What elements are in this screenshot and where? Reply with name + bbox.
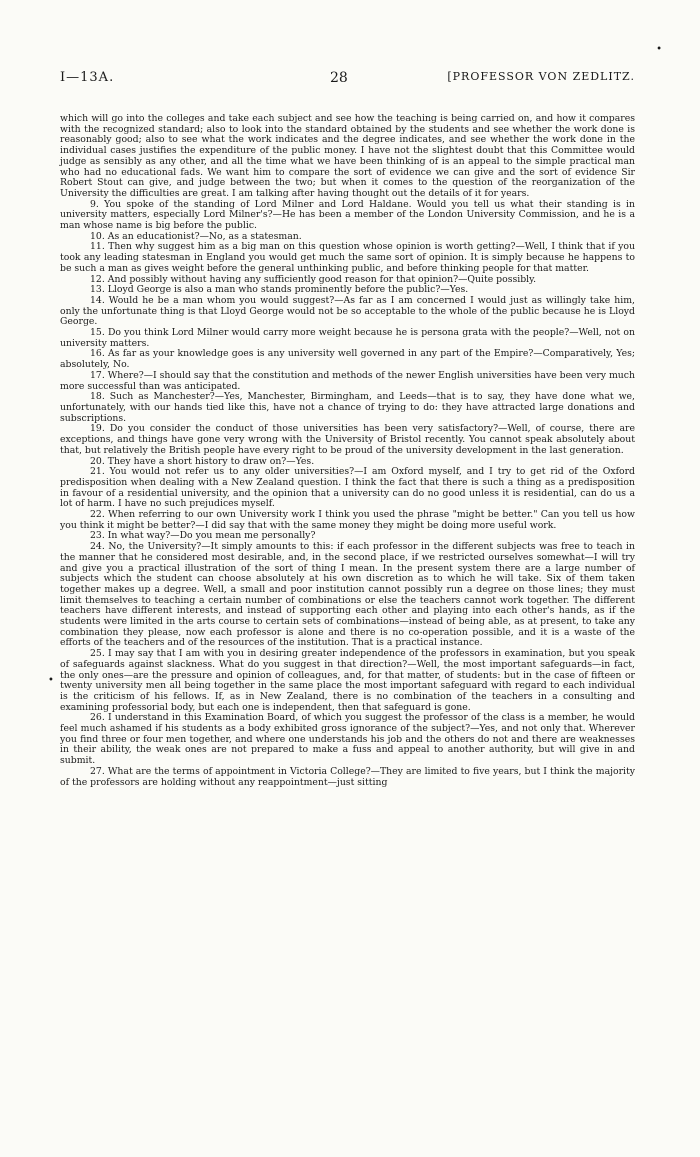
paragraph: 14. Would he be a man whom you would suggest?—As far as I am concerned I would just as willingly take him, only the unfortunate thing is that Lloyd George would not be so acceptable to the whole of the public because he is Lloyd George.: [60, 294, 635, 328]
paragraph: 25. I may say that I am with you in desiring greater independence of the professors in examination, but you speak of safeguards against slackness. What do you suggest in that direction?—Well, the most important safeguards—in fact, the only ones—are the pressure and opinion of colleagues, and, for that matter, of students: but in the case of fifteen or twenty university men all being together in the same place the most important safeguard with regard to each individual is the criticism of his fellows. If, as in New Zealand, there is no combination of the teachers in a consulting and examining professorial body, but each one is independent, then that safeguard is gone.: [60, 648, 635, 713]
paragraph: 15. Do you think Lord Milner would carry more weight because he is persona grata with the people?—Well, not on university matters.: [60, 327, 635, 349]
paragraph: 10. As an educationist?—No, as a statesman.: [90, 230, 302, 242]
paragraph: 20. They have a short history to draw on?—Yes.: [90, 455, 315, 467]
paragraph: 11. Then why suggest him as a big man on this question whose opinion is worth getting?—Well, I think that if you took any leading statesman in England you would get much the same sort of opinion. It is simply because he happens to be such a man as gives weight before the general unthinking public, and before thinking people for that matter.: [60, 241, 635, 274]
corner-mark: •: [656, 44, 662, 55]
paragraph: 12. And possibly without having any sufficiently good reason for that opinion?—Quite possibly.: [90, 273, 537, 285]
running-head: [PROFESSOR VON ZEDLITZ.: [447, 70, 635, 83]
paragraph: 27. What are the terms of appointment in Victoria College?—They are limited to five years, but I think the majority of the professors are holding without any reappointment—just sitting: [60, 765, 635, 788]
paragraph: 26. I understand in this Examination Board, of which you suggest the professor of the class is a member, he would feel much ashamed if his students as a body exhibited gross ignorance of the subject?—Yes, and not only that. Wherever you find three or four men together, and where one understands his job and the others do not and there are weaknesses in their ability, the weak ones are not prepared to make a fuss and appeal to another authority, but will give in and submit.: [60, 712, 635, 767]
margin-mark: •: [48, 675, 54, 686]
paragraph: 21. You would not refer us to any older universities?—I am Oxford myself, and I try to get rid of the Oxford predisposition when dealing with a New Zealand question. I think the fact that there is such a thing as a predisposition in favour of a residential university, and the opinion that a university can do no good unless it is residential, can do us a lot of harm. I have no such prejudices myself.: [60, 466, 635, 510]
document-page: [60, 70, 635, 788]
paragraph: 19. Do you consider the conduct of those universities has been very satisfactory?—Well, of course, there are exceptions, and things have gone very wrong with the University of Bristol recently. You cannot speak absolutely about that, but relatively the British people have every right to be proud of the university development in the last generation.: [60, 423, 635, 456]
paragraph: 13. Lloyd George is also a man who stands prominently before the public?—Yes.: [90, 284, 469, 296]
document-reference: I—13A.: [60, 70, 115, 85]
paragraph: 22. When referring to our own University work I think you used the phrase "might be better." Can you tell us how you think it might be better?—I did say that with the same money they might be doing more useful work.: [60, 509, 635, 531]
paragraph: 17. Where?—I should say that the constitution and methods of the newer English universities have been very much more successful than was anticipated.: [60, 369, 635, 392]
document-body: [60, 114, 635, 788]
page-number: 28: [330, 70, 348, 86]
paragraph: 16. As far as your knowledge goes is any university well governed in any part of the Empire?—Comparatively, Yes; absolutely, No.: [60, 348, 635, 371]
paragraph: 24. No, the University?—It simply amounts to this: if each professor in the different subjects was free to teach in the manner that he considered most desirable, and, in the second place, if we restricted ourselves somewhat—I will try and give you a practical illustration of the sort of thing I mean. In the present system there are a large number of subjects which the student can choose absolutely at his own discretion as to which he will take. Six of them taken together makes up a degree. Well, a small and poor institution cannot possibly run a degree on those lines; they must limit themselves to teaching a certain number of combinations or else the teachers cannot work together. The different teachers have different interests, and instead of supporting each other and playing into each other's hands, as if the students were limited in the arts course to certain sets of combinations—instead of being able, as at present, to take any combination they please, now each professor is alone and there is no co-operation possible, and it is a waste of the efforts of the teachers and of the resources of the institution. That is a practical instance.: [60, 541, 635, 649]
paragraph: which will go into the colleges and take each subject and see how the teaching is being carried on, and how it compares with the recognized standard; also to look into the standard obtained by the students and see whether the work done is reasonably good; also to see what the work indicates and the degree indicates, and see whether the work done in the individual cases justifies the expenditure of the public money. I have not the slightest doubt that this Committee would judge as sensibly as any other, and all the time what we have been thinking of is an appeal to the simple practical man who had no educational fads. We want him to compare the sort of evidence we can give and the sort of evidence Sir Robert Stout can give, and judge between the two; but when it comes to the question of the reorganization of the University the difficulties are great. I am talking after having thought out the details of it for years.: [60, 113, 635, 199]
paragraph: 9. You spoke of the standing of Lord Milner and Lord Haldane. Would you tell us what their standing is in university matters, especially Lord Milner's?—He has been a member of the London University Commission, and he is a man whose name is big before the public.: [60, 198, 635, 232]
page-header: [60, 70, 635, 92]
paragraph: 18. Such as Manchester?—Yes, Manchester, Birmingham, and Leeds—that is to say, they have done what we, unfortunately, with our hands tied like this, have not a chance of trying to do: they have attracted large donations and subscriptions.: [60, 391, 635, 424]
paragraph: 23. In what way?—Do you mean me personally?: [90, 530, 316, 542]
